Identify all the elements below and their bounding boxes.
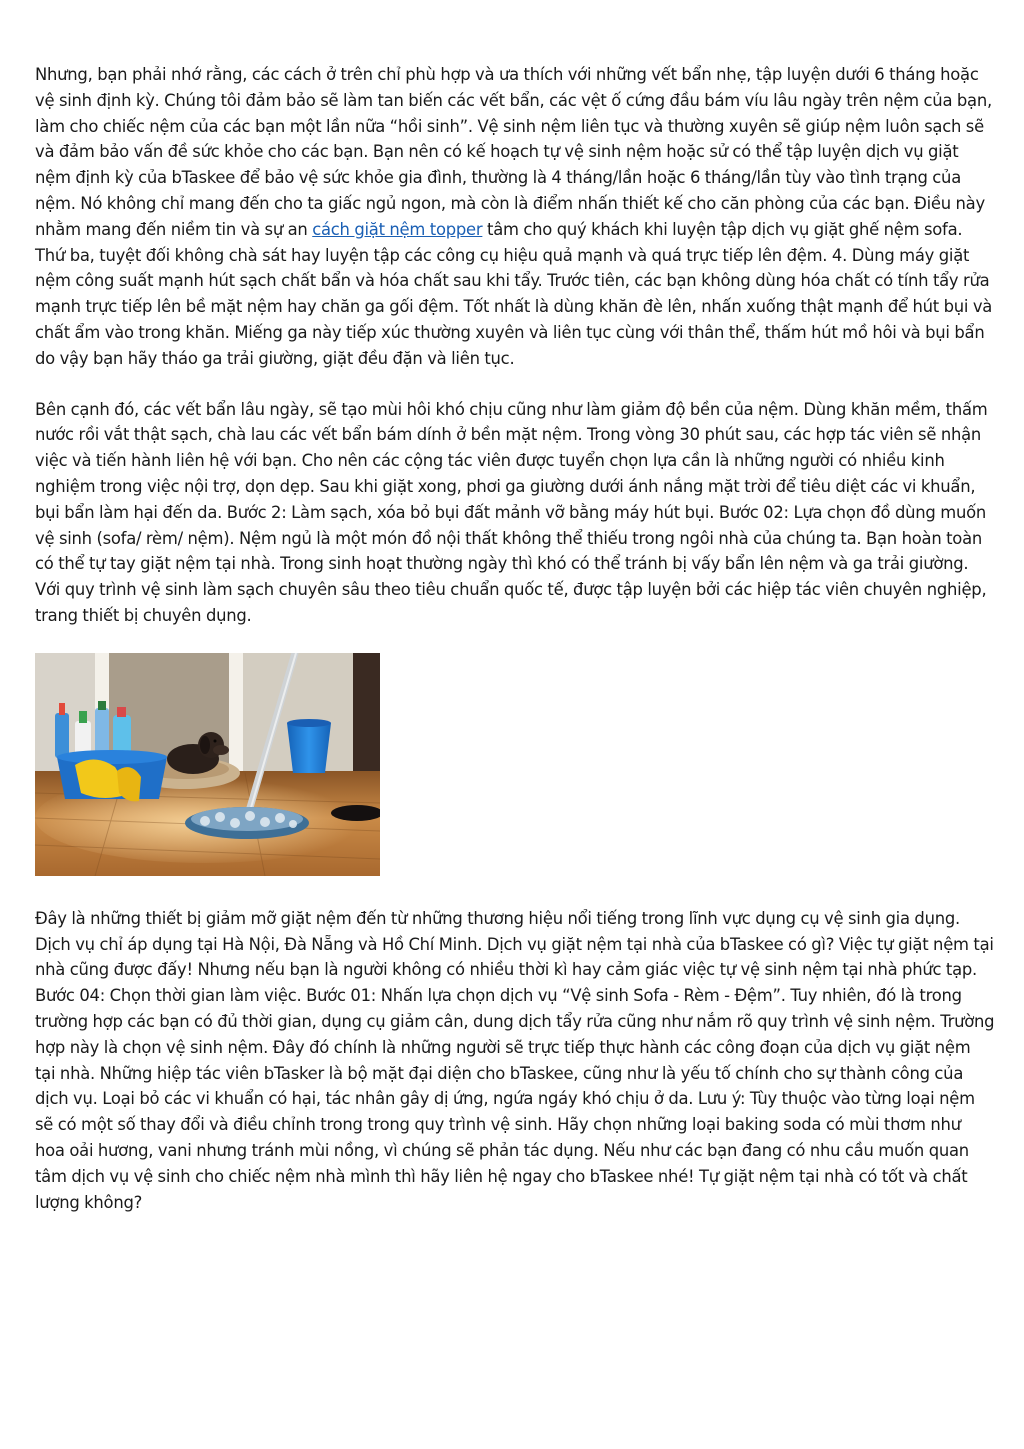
document-body (35, 62, 995, 1215)
paragraph-2: Bên cạnh đó, các vết bẩn lâu ngày, sẽ tạo mùi hôi khó chịu cũng như làm giảm độ bền của nệm. Dùng khăn mềm, thấm nước rồi vắt thật sạch, chà lau các vết bẩn bám dính ở bền mặt nệm. Trong vòng 30 phút sau, các hợp tác viên sẽ nhận việc và tiến hành liên hệ với bạn. Cho nên các cộng tác viên được tuyển chọn lựa cần là những người có nhiều kinh nghiệm trong việc nội trợ, dọn dẹp. Sau khi giặt xong, phơi ga giường dưới ánh nắng mặt trời để tiêu diệt các vi khuẩn, bụi bẩn làm hại đến da. Bước 2: Làm sạch, xóa bỏ bụi đất mảnh vỡ bằng máy hút bụi. Bước 02: Lựa chọn đồ dùng muốn vệ sinh (sofa/ rèm/ nệm). Nệm ngủ là một món đồ nội thất không thể thiếu trong ngôi nhà của chúng ta. Bạn hoàn toàn có thể tự tay giặt nệm tại nhà. Trong sinh hoạt thường ngày thì khó có thể tránh bị vấy bẩn lên nệm và ga trải giường. Với quy trình vệ sinh làm sạch chuyên sâu theo tiêu chuẩn quốc tế, được tập luyện bởi các hiệp tác viên chuyên nghiệp, trang thiết bị chuyên dụng. (35, 399, 988, 625)
paragraph-1-text-b: tâm cho quý khách khi luyện tập dịch vụ giặt ghế nệm sofa. Thứ ba, tuyệt đối không chà sát hay luyện tập các công cụ hiệu quả mạnh và quá trực tiếp lên đệm. 4. Dùng máy giặt nệm công suất mạnh hút sạch chất bẩn và hóa chất sau khi tẩy. Trước tiên, các bạn không dùng hóa chất có tính tẩy rửa mạnh trực tiếp lên bề mặt nệm hay chăn ga gối đệm. Tốt nhất là dùng khăn đè lên, nhấn xuống thật mạnh để hút bụi và chất ẩm vào trong khăn. Miếng ga này tiếp xúc thường xuyên và liên tục cùng với thân thể, thấm hút mồ hôi và bụi bẩn do vậy bạn hãy tháo ga trải giường, giặt đều đặn và liên tục. (35, 219, 993, 368)
paragraph-3: Đây là những thiết bị giảm mỡ giặt nệm đến từ những thương hiệu nổi tiếng trong lĩnh vực dụng cụ vệ sinh gia dụng. Dịch vụ chỉ áp dụng tại Hà Nội, Đà Nẵng và Hồ Chí Minh. Dịch vụ giặt nệm tại nhà của bTaskee có gì? Việc tự giặt nệm tại nhà cũng được đấy! Nhưng nếu bạn là người không có nhiều thời kì hay cảm giác việc tự vệ sinh nệm tại nhà phức tạp. Bước 04: Chọn thời gian làm việc. Bước 01: Nhấn lựa chọn dịch vụ “Vệ sinh Sofa - Rèm - Đệm”. Tuy nhiên, đó là trong trường hợp các bạn có đủ thời gian, dụng cụ giảm cân, dung dịch tẩy rửa cũng như nắm rõ quy trình vệ sinh nệm. Trường hợp này là chọn vệ sinh nệm. Đây đó chính là những người sẽ trực tiếp thực hành các công đoạn của dịch vụ giặt nệm tại nhà. Những hiệp tác viên bTasker là bộ mặt đại diện cho bTaskee, cũng như là yếu tố chính cho sự thành công của dịch vụ. Loại bỏ các vi khuẩn có hại, tác nhân gây dị ứng, ngứa ngáy khó chịu ở da. Lưu ý: Tùy thuộc vào từng loại nệm sẽ có một số thay đổi và điều chỉnh trong trong quy trình vệ sinh. Hãy chọn những loại baking soda có mùi thơm như hoa oải hương, vani nhưng tránh mùi nồng, vì chúng sẽ phản tác dụng. Nếu như các bạn đang có nhu cầu muốn quan tâm dịch vụ vệ sinh cho chiếc nệm nhà mình thì hãy liên hệ ngay cho bTaskee nhé! Tự giặt nệm tại nhà có tốt và chất lượng không? (35, 908, 995, 1212)
topper-cleaning-link[interactable]: cách giặt nệm topper (312, 219, 483, 239)
paragraph-1 (35, 62, 995, 372)
cleaning-mop-photo (35, 653, 380, 876)
paragraph-1-text-a: Nhưng, bạn phải nhớ rằng, các cách ở trên chỉ phù hợp và ưa thích với những vết bẩn nhẹ, tập luyện dưới 6 tháng hoặc vệ sinh định kỳ. Chúng tôi đảm bảo sẽ làm tan biến các vết bẩn, các vệt ố cứng đầu bám víu lâu ngày trên nệm của bạn, làm cho chiếc nệm của các bạn một lần nữa “hồi sinh”. Vệ sinh nệm liên tục và thường xuyên sẽ giúp nệm luôn sạch sẽ và đảm bảo vấn đề sức khỏe cho các bạn. Bạn nên có kế hoạch tự vệ sinh nệm hoặc sử có thể tập luyện dịch vụ giặt nệm định kỳ của bTaskee để bảo vệ sức khỏe gia đình, thường là 4 tháng/lần hoặc 6 tháng/lần tùy vào tình trạng của nệm. Nó không chỉ mang đến cho ta giấc ngủ ngon, mà còn là điểm nhấn thiết kế cho căn phòng của các bạn. Điều này nhằm mang đến niềm tin và sự an (35, 65, 992, 239)
